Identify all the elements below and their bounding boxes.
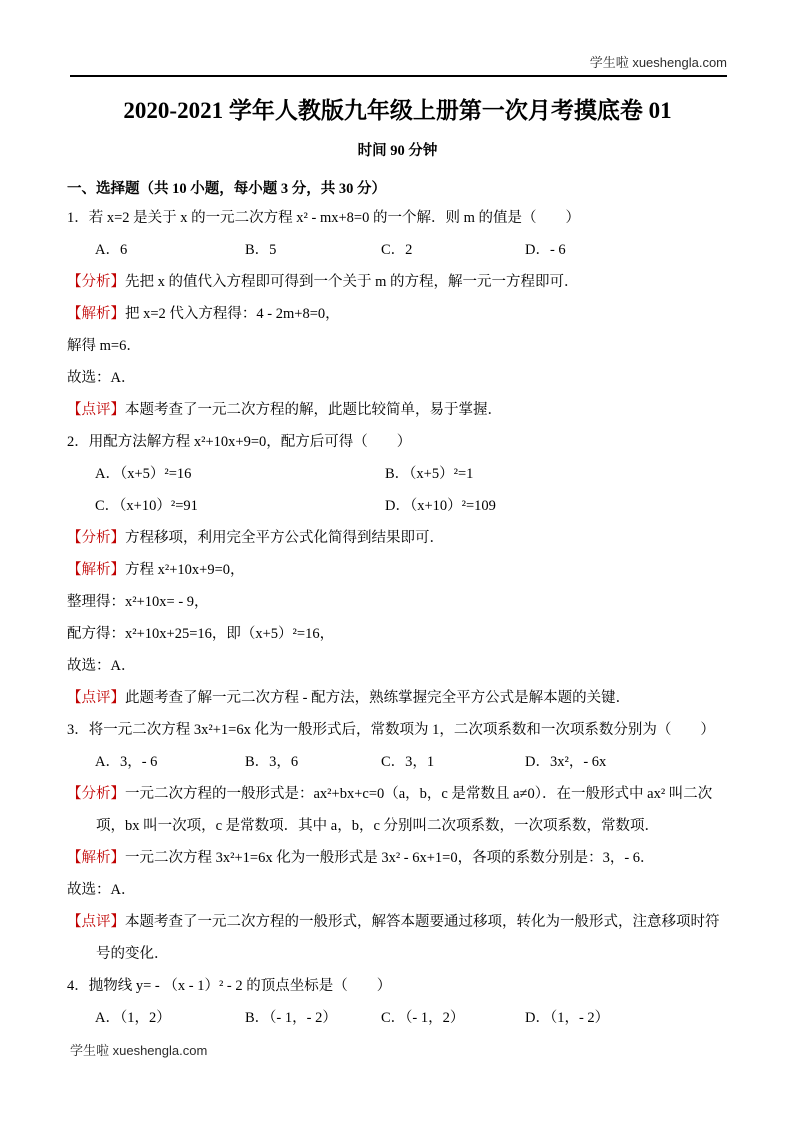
q4-option-b: B．（- 1，- 2） — [245, 1010, 337, 1026]
q1-answer: 故选：A． — [67, 370, 136, 386]
q4-options — [67, 1002, 728, 1034]
q1-options — [67, 234, 728, 266]
q3-stem: 3．将一元二次方程 3x²+1=6x 化为一般形式后，常数项为 1，二次项系数和一次项系数分别为（ ） — [67, 722, 715, 738]
q4-stem: 4．抛物线 y= - （x - 1）² - 2 的顶点坐标是（ ） — [67, 978, 392, 994]
footer-brand: 学生啦 xueshengla.com — [70, 1043, 208, 1058]
q2-step: 配方得：x²+10x+25=16，即（x+5）²=16， — [67, 626, 335, 642]
comment-label: 【点评】 — [67, 402, 125, 418]
q3-comment-text: 本题考查了一元二次方程的一般形式，解答本题要通过移项，转化为一般形式，注意移项时符号的变化． — [96, 914, 720, 962]
q1-comment — [67, 394, 728, 426]
q3-comment — [67, 906, 728, 970]
q2-options-row2 — [67, 490, 728, 522]
q3-explain-text: 一元二次方程 3x²+1=6x 化为一般形式是 3x² - 6x+1=0，各项的系数分别是：3，- 6． — [125, 850, 655, 866]
q2-answer: 故选：A． — [67, 658, 136, 674]
q1-analysis — [67, 266, 728, 298]
analysis-label: 【分析】 — [67, 530, 125, 546]
explain-label: 【解析】 — [67, 306, 125, 322]
analysis-label: 【分析】 — [67, 786, 125, 802]
section-heading: 一、选择题（共 10 小题，每小题 3 分，共 30 分） — [67, 181, 386, 197]
q3-answer: 故选：A． — [67, 882, 136, 898]
q1-stem: 1．若 x=2 是关于 x 的一元二次方程 x² - mx+8=0 的一个解．则 m 的值是（ ） — [67, 210, 581, 226]
q2-analysis-text: 方程移项，利用完全平方公式化简得到结果即可． — [125, 530, 444, 546]
q2-step: 整理得：x²+10x= - 9， — [67, 594, 209, 610]
q3-options — [67, 746, 728, 778]
q3-option-b: B．3，6 — [245, 754, 299, 770]
q2-comment — [67, 682, 728, 714]
q1-option-d: D．- 6 — [525, 242, 566, 258]
header-brand: 学生啦 xueshengla.com — [589, 55, 727, 70]
analysis-label: 【分析】 — [67, 274, 125, 290]
q3-option-a: A．3，- 6 — [95, 754, 158, 770]
q1-option-b: B．5 — [245, 242, 277, 258]
q3-explain — [67, 842, 728, 874]
q2-analysis — [67, 522, 728, 554]
q3-option-d: D．3x²，- 6x — [525, 754, 607, 770]
q2-option-a: A．（x+5）²=16 — [95, 466, 192, 482]
q2-options-row1 — [67, 458, 728, 490]
q3-option-c: C．3，1 — [381, 754, 435, 770]
q2-option-d: D．（x+10）²=109 — [385, 498, 496, 514]
q1-explain — [67, 298, 728, 330]
document-content — [67, 88, 728, 1034]
q1-option-a: A．6 — [95, 242, 128, 258]
header-rule — [70, 75, 727, 77]
comment-label: 【点评】 — [67, 690, 125, 706]
q4-option-d: D．（1，- 2） — [525, 1010, 610, 1026]
q2-stem: 2．用配方法解方程 x²+10x+9=0，配方后可得（ ） — [67, 434, 412, 450]
q3-analysis-text: 一元二次方程的一般形式是：ax²+bx+c=0（a，b，c 是常数且 a≠0）．在一般形式中 ax² 叫二次项，bx 叫一次项，c 是常数项．其中 a，b，c 分别叫二次项系数，一次项系数，常数项． — [96, 786, 713, 834]
q1-option-c: C．2 — [381, 242, 413, 258]
q1-explain-text: 把 x=2 代入方程得：4 - 2m+8=0， — [125, 306, 340, 322]
page-title: 2020-2021 学年人教版九年级上册第一次月考摸底卷 01 — [123, 98, 672, 123]
explain-label: 【解析】 — [67, 850, 125, 866]
q2-option-c: C．（x+10）²=91 — [95, 498, 198, 514]
q4-option-a: A．（1，2） — [95, 1010, 171, 1026]
q1-analysis-text: 先把 x 的值代入方程即可得到一个关于 m 的方程，解一元一方程即可． — [125, 274, 579, 290]
q2-option-b: B．（x+5）²=1 — [385, 466, 474, 482]
comment-label: 【点评】 — [67, 914, 125, 930]
q3-analysis — [67, 778, 728, 842]
exam-duration: 时间 90 分钟 — [357, 143, 438, 159]
q1-comment-text: 本题考查了一元二次方程的解，此题比较简单，易于掌握． — [125, 402, 502, 418]
q2-explain — [67, 554, 728, 586]
q4-option-c: C．（- 1，2） — [381, 1010, 465, 1026]
explain-label: 【解析】 — [67, 562, 125, 578]
q2-explain-text: 方程 x²+10x+9=0， — [125, 562, 245, 578]
q1-step: 解得 m=6． — [67, 338, 141, 354]
q2-comment-text: 此题考查了解一元二次方程 - 配方法，熟练掌握完全平方公式是解本题的关键． — [125, 690, 631, 706]
